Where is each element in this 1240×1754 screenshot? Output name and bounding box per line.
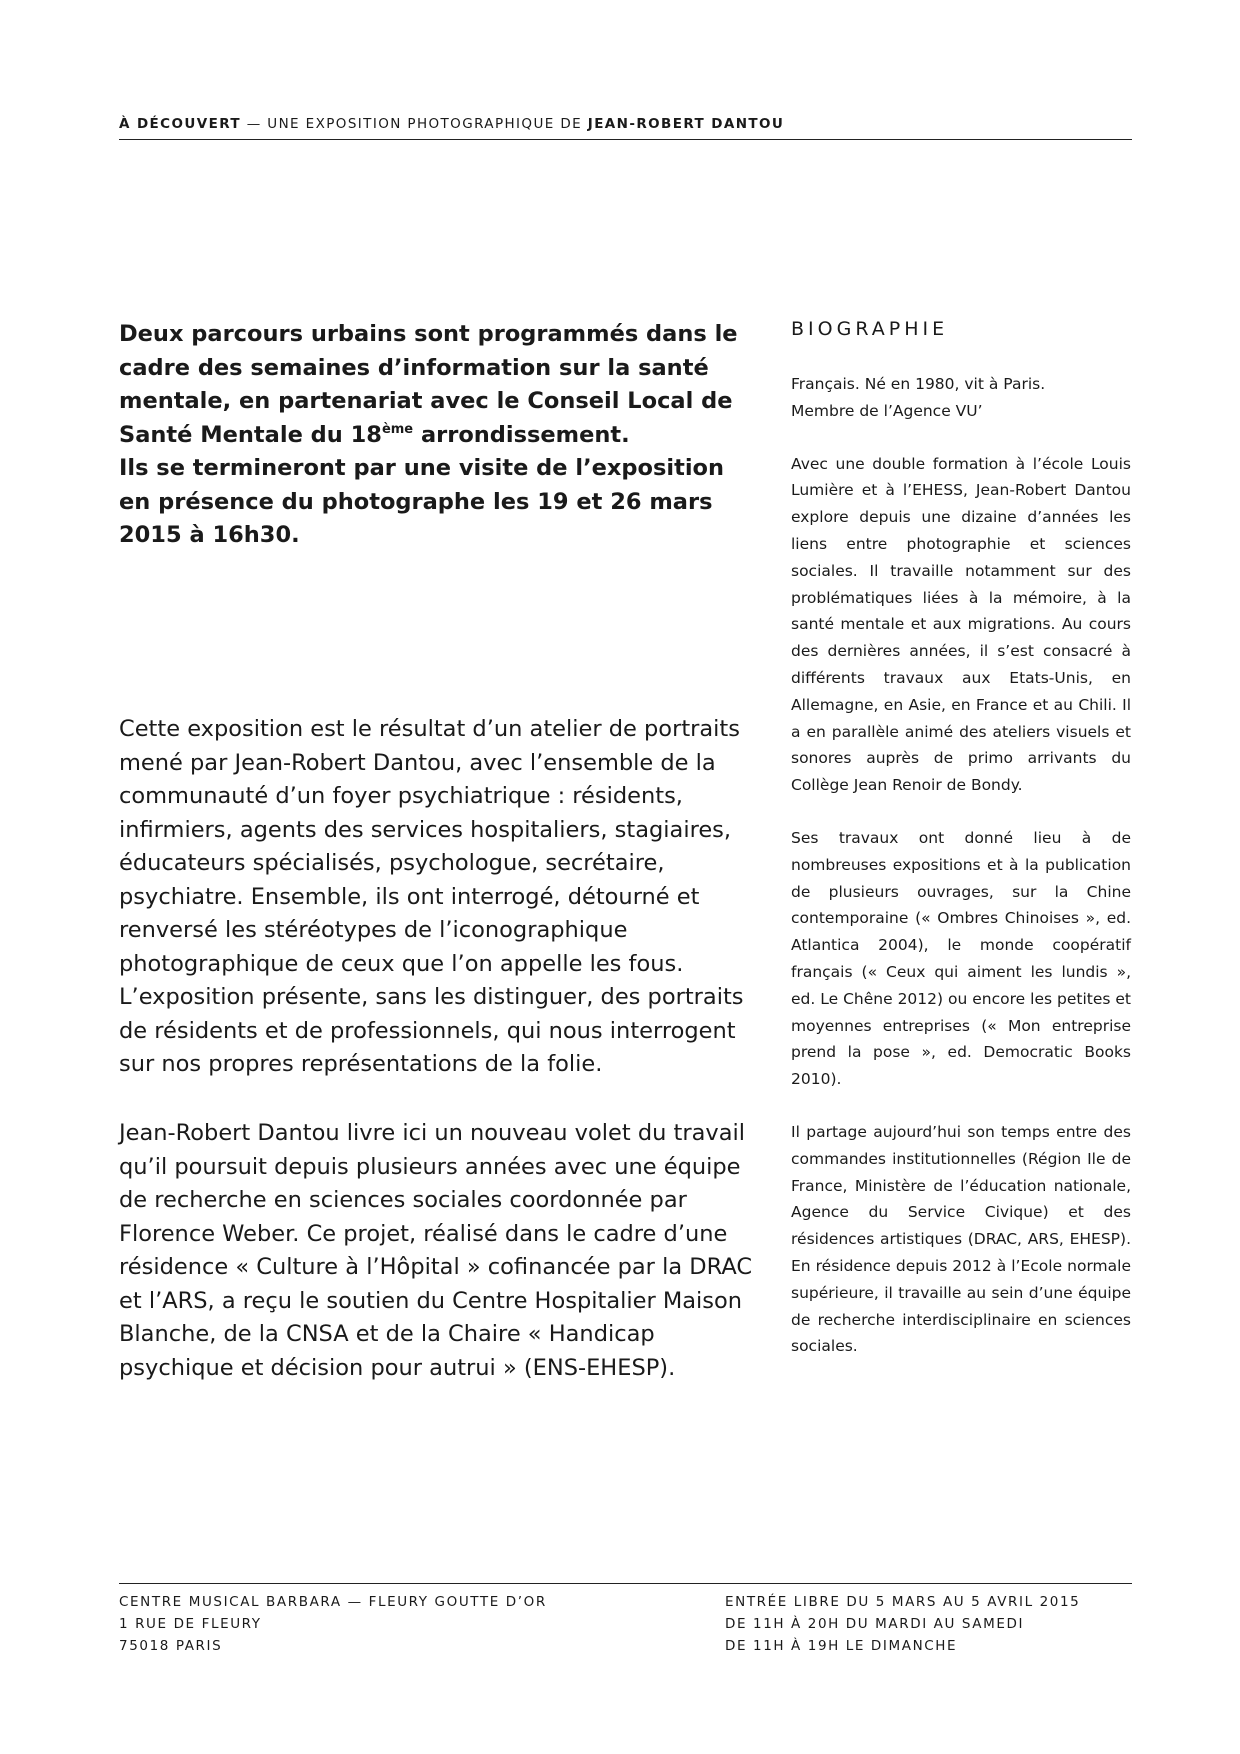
footer-venue [119,1591,547,1657]
footer-venue-street: 1 RUE DE FLEURY [119,1616,262,1632]
header-subtitle: — UNE EXPOSITION PHOTOGRAPHIQUE DE [241,116,588,132]
footer-hours-sunday: DE 11H À 19H LE DIMANCHE [725,1638,958,1654]
lead-text-2: arrondissement. [413,421,630,448]
biography-heading: BIOGRAPHIE [791,318,949,340]
header-author: JEAN-ROBERT DANTOU [587,116,785,132]
page-header [119,116,1132,140]
biography-paragraph-1: Avec une double formation à l’école Louis Lumière et à l’EHESS, Jean-Robert Dantou explore depuis une dizaine d’années les liens entre photographie et sciences sociales. Il travaille notamment sur des problématiques liées à la mémoire, à la santé mentale et aux migrations. Au cours des dernières années, il s’est consacré à différents travaux aux Etats-Unis, en Allemagne, en Asie, en France et au Chili. Il a en parallèle animé des ateliers visuels et sonores auprès de primo arrivants du Collège Jean Renoir de Bondy. [791,454,1131,795]
lead-text-3: Ils se termineront par une visite de l’exposition en présence du photographe les 19 et 26 mars 2015 à 16h30. [119,455,725,548]
biography-paragraph-3: Il partage aujourd’hui son temps entre des commandes institutionnelles (Région Ile de France, Ministère de l’éducation nationale, Agence du Service Civique) et des résidences artistiques (DRAC, ARS, EHESP). En résidence depuis 2012 à l’Ecole normale supérieure, il travaille au sein d’une équipe de recherche interdisciplinaire en sciences sociales. [791,1122,1131,1356]
footer-venue-name: CENTRE MUSICAL BARBARA — FLEURY GOUTTE D’OR [119,1594,547,1610]
footer-dates: ENTRÉE LIBRE DU 5 MARS AU 5 AVRIL 2015 [725,1594,1081,1610]
header-title: À DÉCOUVERT [119,116,241,132]
footer-divider [119,1583,1132,1584]
body-paragraph-2 [119,1117,759,1385]
biography-intro-line-2: Membre de l’Agence VU’ [791,401,983,420]
lead-text-1: Deux parcours urbains sont programmés dans le cadre des semaines d’information sur la santé mentale, en partenariat avec le Conseil Local de Santé Mentale du 18 [119,321,738,448]
footer-hours-weekday: DE 11H À 20H DU MARDI AU SAMEDI [725,1616,1025,1632]
biography-intro-line-1: Français. Né en 1980, vit à Paris. [791,375,1046,393]
footer-hours [725,1591,1080,1657]
biography-intro [791,371,1131,425]
biography-column [791,318,1131,1386]
biography-paragraph-2: Ses travaux ont donné lieu à de nombreuses expositions et à la publication de plusieurs ouvrages, sur la Chine contemporaine (« Ombres Chinoises », ed. Atlantica 2004), le monde coopératif français (« Ceux qui aiment les lundis », ed. Le Chêne 2012) ou encore les petites et moyennes entreprises (« Mon entreprise prend la pose », ed. Democratic Books 2010). [791,828,1131,1089]
lead-paragraph [119,318,759,553]
footer-venue-city: 75018 PARIS [119,1638,223,1654]
body-paragraph-2-text: Jean-Robert Dantou livre ici un nouveau volet du travail qu’il poursuit depuis plusieurs années avec une équipe de recherche en sciences sociales coordonnée par Florence Weber. Ce projet, réalisé dans le cadre d’une résidence « Culture à l’Hôpital » cofinancée par la DRAC et l’ARS, a reçu le soutien du Centre Hospitalier Maison Blanche, de la CNSA et de la Chaire « Handicap psychique et décision pour autrui » (ENS-EHESP). [119,1120,753,1381]
lead-superscript: ème [381,421,414,437]
body-paragraph-1-text: Cette exposition est le résultat d’un atelier de portraits mené par Jean-Robert Dantou, avec l’ensemble de la communauté d’un foyer psychiatrique : résidents, infirmiers, agents des services hospitaliers, stagiaires, éducateurs spécialisés, psychologue, secrétaire, psychiatre. Ensemble, ils ont interrogé, détourné et renversé les stéréotypes de l’iconographique photographique de ceux que l’on appelle les fous. L’exposition présente, sans les distinguer, des portraits de résidents et de professionnels, qui nous interrogent sur nos propres représentations de la folie. [119,716,744,1077]
body-paragraph-1 [119,713,759,1082]
